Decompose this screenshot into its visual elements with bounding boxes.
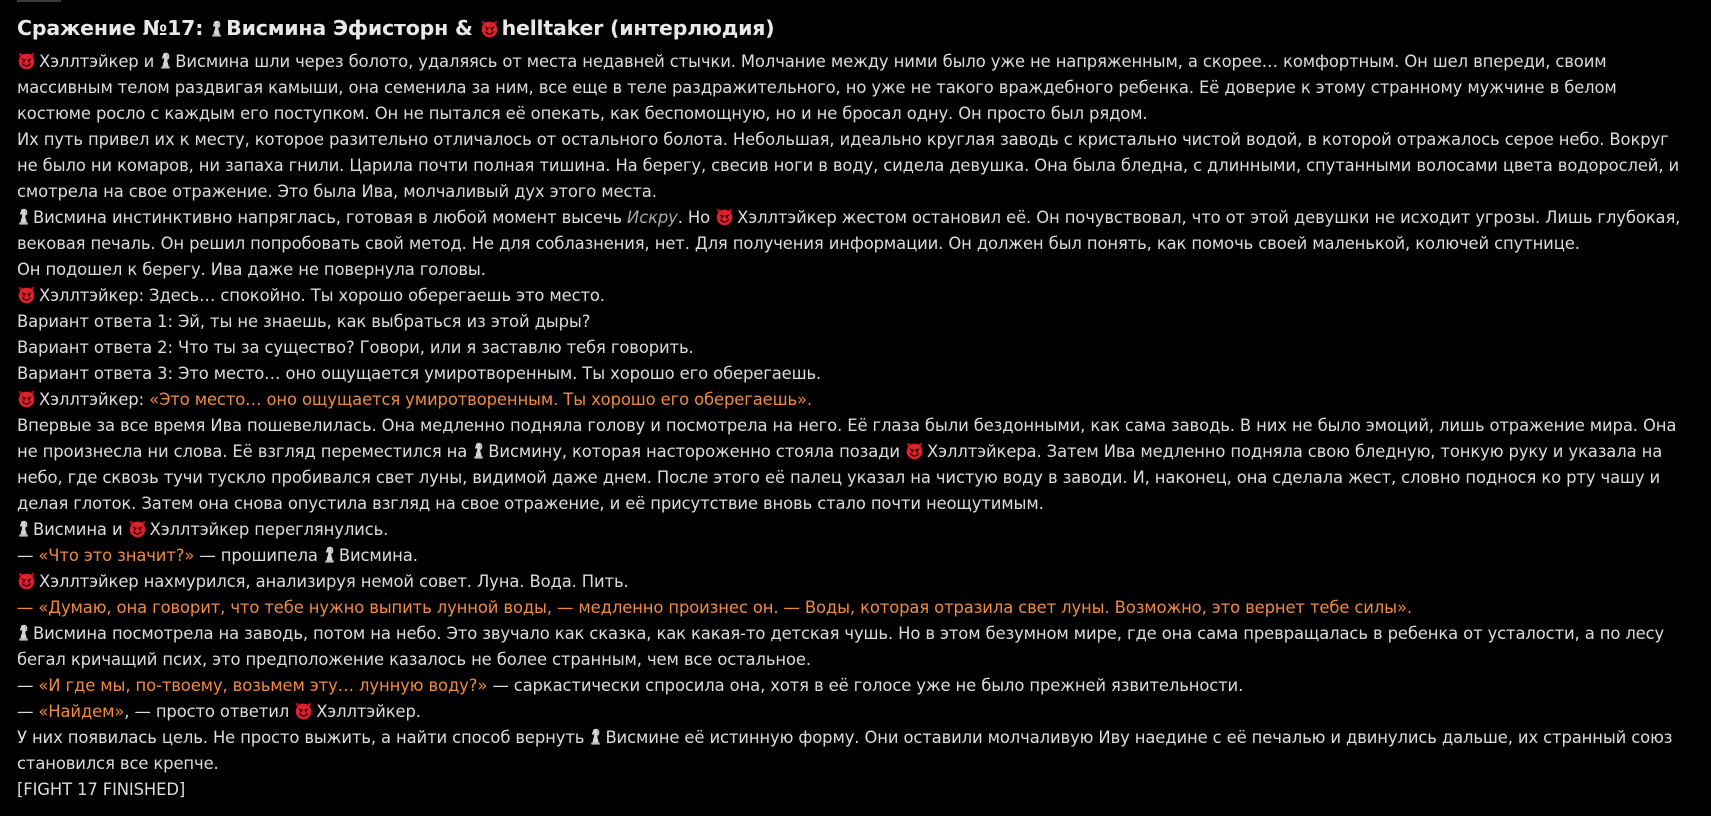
paragraph-8: Висмина и Хэллтэйкер переглянулись. <box>17 517 1694 543</box>
chess-piece-icon <box>17 519 30 538</box>
devil-icon <box>17 389 36 408</box>
paragraph-15: У них появилась цель. Не просто выжить, а найти способ вернуть Висмине её истинную форму. Они оставили молчаливую Иву наедине с её печалью и двинулись дальше, их странный союз становился все крепче. <box>17 728 1673 773</box>
paragraph-2: Их путь привел их к месту, которое разительно отличалось от остального болота. Небольшая, идеально круглая заводь с кристально чистой водой, в которой отражалось серое небо. Вокруг не было ни комаров, ни запаха гнили. Царила почти полная тишина. На берегу, свесив ноги в воду, сидела девушка. Она была бледна, с длинными, спутанными волосами цвета водорослей, и смотрела на свое отражение. Это была Ива, молчаливый дух этого места. <box>17 130 1680 201</box>
devil-icon <box>715 207 734 226</box>
title-name-1: Висмина Эфисторн <box>226 16 449 40</box>
paragraph-7: Впервые за все время Ива пошевелилась. Она медленно подняла голову и посмотрела на него. Её глаза были бездонными, как сама заводь. В них не было эмоций, лишь отражение мира. Она не произнесла ни слова. Её взгляд переместился на Висмину, которая настороженно стояла позади Хэллтэйкера. Затем Ива медленно подняла свою бледную, тонкую руку и указала на небо, где сквозь тучи тускло пробивался свет луны, видимой даже днем. После этого её палец указал на чистую воду в заводи. И, наконец, она сделала жест, словно поднося ко рту чашу и делая глоток. Затем она снова опустила взгляд на свое отражение, и её присутствие вновь стало почти неощутимым. <box>17 416 1677 513</box>
spell-name: Искру <box>627 208 678 227</box>
devil-icon <box>480 19 499 38</box>
answer-option-1: Вариант ответа 1: Эй, ты не знаешь, как выбраться из этой дыры? <box>17 312 591 331</box>
devil-icon <box>17 285 36 304</box>
title-prefix: Сражение №17: <box>17 16 204 40</box>
paragraph-4: Он подошел к берегу. Ива даже не повернула головы. <box>17 260 486 279</box>
paragraph-12: Висмина посмотрела на заводь, потом на небо. Это звучало как сказка, как какая-то детская чушь. Но в этом безумном мире, где она сама превращалась в ребенка от усталости, а по лесу бегал кричащий псих, это предположение казалось не более странным, чем все остальное. <box>17 624 1665 669</box>
devil-icon <box>17 51 36 70</box>
title-suffix: (интерлюдия) <box>610 16 775 40</box>
fight-finished-marker: [FIGHT 17 FINISHED] <box>17 780 186 799</box>
quote-text: «Что это значит?» <box>38 546 195 565</box>
dialogue-line-3: — «И где мы, по-твоему, возьмем эту… лунную воду?» — саркастически спросила она, хотя в её голосе уже не было прежней язвительности. <box>17 676 1244 695</box>
quote-text: «И где мы, по-твоему, возьмем эту… лунную воду?» <box>38 676 488 695</box>
chess-piece-icon <box>210 19 223 38</box>
dialogue-line-2: — «Думаю, она говорит, что тебе нужно выпить лунной воды, — медленно произнес он. — Воды, которая отразила свет луны. Возможно, это вернет тебе силы». <box>17 598 1412 617</box>
dialogue-line-1: — «Что это значит?» — прошипела Висмина. <box>17 546 418 565</box>
paragraph-10: Хэллтэйкер нахмурился, анализируя немой совет. Луна. Вода. Пить. <box>17 569 1694 595</box>
chess-piece-icon <box>323 545 336 564</box>
answer-option-2: Вариант ответа 2: Что ты за существо? Говори, или я заставлю тебя говорить. <box>17 338 694 357</box>
devil-icon <box>294 701 313 720</box>
paragraph-3: Висмина инстинктивно напряглась, готовая в любой момент высечь Искру. Но Хэллтэйкер жестом остановил её. Он почувствовал, что от этой девушки не исходит угрозы. Лишь глубокая, вековая печаль. Он решил попробовать свой метод. Не для соблазнения, нет. Для получения информации. Он должен был понять, как помочь своей маленькой, колючей спутнице. <box>17 208 1681 253</box>
dialogue-line-4: — «Найдем», — просто ответил Хэллтэйкер. <box>17 702 421 721</box>
chosen-answer: Хэллтэйкер: «Это место… оно ощущается умиротворенным. Ты хорошо его оберегаешь». <box>17 387 1694 413</box>
devil-icon <box>905 441 924 460</box>
chess-piece-icon <box>17 623 30 642</box>
answer-option-3: Вариант ответа 3: Это место… оно ощущается умиротворенным. Ты хорошо его оберегаешь. <box>17 364 822 383</box>
chess-piece-icon <box>159 51 172 70</box>
helltaker-line: Хэллтэйкер: Здесь… спокойно. Ты хорошо оберегаешь это место. <box>17 283 1694 309</box>
chess-piece-icon <box>17 207 30 226</box>
quote-text: «Найдем» <box>38 702 125 721</box>
story-text <box>17 49 1694 803</box>
chess-piece-icon <box>589 727 602 746</box>
devil-icon <box>128 519 147 538</box>
chess-piece-icon <box>472 441 485 460</box>
paragraph-1: Хэллтэйкер и Висмина шли через болото, удаляясь от места недавней стычки. Молчание между ними было уже не напряженным, а скорее… комфортным. Он шел впереди, своим массивным телом раздвигая камыши, она семенила за ним, все еще в теле раздражительного, но уже не такого враждебного ребенка. Её доверие к этому странному мужчине в белом костюме росло с каждым его поступком. Он не пытался её опекать, как беспомощную, но и не бросал одну. Он просто был рядом. <box>17 52 1617 123</box>
quote-text: «Это место… оно ощущается умиротворенным. Ты хорошо его оберегаешь». <box>149 390 813 409</box>
title-name-2: helltaker <box>501 16 604 40</box>
title-amp: & <box>455 16 473 40</box>
fight-title <box>17 14 1694 42</box>
previous-message-edge <box>17 0 61 2</box>
devil-icon <box>17 571 36 590</box>
